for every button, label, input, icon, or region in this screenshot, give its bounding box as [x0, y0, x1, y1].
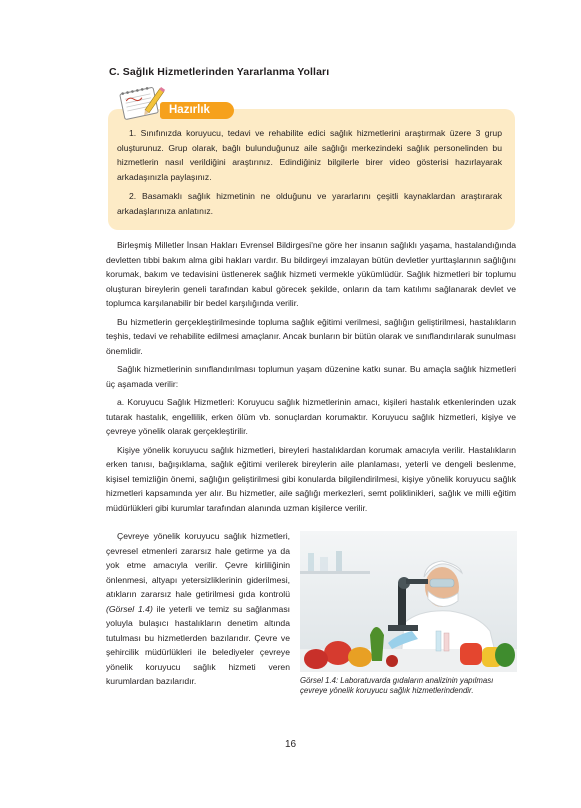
paragraph: Bu hizmetlerin gerçekleştirilmesinde topluma sağlık eğitimi verilmesi, sağlığın geliştirilmesi, hastalıkların teşhis, tedavi ve rehabilite edilmesi amaçlanır. Ancak bunların bir bütün olarak ve sınıflandırılarak sunulması önemlidir.	[106, 316, 516, 356]
hazirlik-text	[117, 126, 502, 224]
lab-scientist-illustration	[300, 531, 517, 672]
page-number: 16	[284, 739, 297, 750]
hazirlik-item-1: 1. Sınıfınızda koruyucu, tedavi ve rehabilite edici sağlık hizmetlerini araştırmak üzere 3 grup oluşturunuz. Grup olarak, bağlı bulunduğunuz aile sağlığı merkezindeki sağlık personelinden bu hizmetlerin nasıl verildiğini araştırınız. Edindiğiniz bilgilerle birer video gösterisi hazırlayarak arkadaşınızla paylaşınız.	[117, 128, 502, 182]
hazirlik-item-2: 2. Basamaklı sağlık hizmetinin ne olduğunu ve yararlarını çeşitli kaynaklardan araştırarak arkadaşlarınıza anlatınız.	[117, 191, 502, 216]
paragraph: Sağlık hizmetlerinin sınıflandırılması toplumun yaşam düzenine katkı sunar. Bu amaçla sağlık hizmetleri üç aşamada verilir:	[106, 364, 516, 389]
paragraph: Birleşmiş Milletler İnsan Hakları Evrensel Bildirgesi'ne göre her insanın sağlıklı yaşama, hastalandığında devletten tıbbi bakım alma gibi hakları vardır. Bu bildirgeyi imzalayan bütün devletler yurttaşlarının sağlığını korumak, bakım ve tedavisini üstlenerek sağlık hizmeti vermekle yükümlüdür. Sağlık hizmetleri bir toplumu oluşturan bireylerin geneli tarafından kabul görecek şekilde, onların da tam katılımı sağlanarak devlet ve toplumca karşılanabilir bir bedel karşılığında verilir.	[106, 240, 516, 308]
main-text	[106, 238, 516, 519]
column-text	[106, 529, 290, 689]
paragraph: Kişiye yönelik koruyucu sağlık hizmetleri, bireyleri hastalıklardan korumak amacıyla verilir. Hastalıkların erken tanısı, bağışıklama, sağlık eğitimi verilerek bireylerin aile planlaması, yeterli ve dengeli beslenme, kişisel temizliğin önemi, sağlığın geliştirilmesi gibi konularda bilgilendirilmesi, kişiye yönelik koruyucu sağlık hizmetleri kapsamında yer alır. Bu hizmetler, aile sağlığı merkezleri, semt poliklinikleri, sağlık ve milli eğitim müdürlükleri gibi kurumlar tarafından alanında uzman kişilerce verilir.	[106, 444, 516, 513]
figure-caption: Görsel 1.4: Laboratuvarda gıdaların analizinin yapılması çevreye yönelik koruyucu sağlık hizmetlerindendir.	[300, 676, 494, 695]
hazirlik-badge: Hazırlık	[160, 102, 234, 119]
figure-reference: (Görsel 1.4)	[106, 603, 153, 614]
paragraph-text: ile yeterli ve temiz su sağlanması yoluyla bulaşıcı hastalıkların denetim altında tutulması bu hizmetlerden bazılarıdır. Çevre ve şehircilik müdürlükleri ile belediyeler çevreye yönelik koruyucu sağlık hizmeti veren kurumlardan bazılarıdır.	[106, 603, 290, 686]
paragraph: a. Koruyucu Sağlık Hizmetleri: Koruyucu sağlık hizmetlerinin amacı, kişileri hastalık etkenlerinden uzak tutarak hastalık, engellilik, erken ölüm vb. sonuçlardan korumaktır. Koruyucu sağlık hizmetleri, kişiye ve çevreye yönelik olarak gerçekleştirilir.	[106, 397, 516, 436]
lab-photo	[300, 531, 517, 672]
section-title: C. Sağlık Hizmetlerinden Yararlanma Yolları	[109, 66, 330, 78]
paragraph	[106, 529, 290, 689]
paragraph-text: Çevreye yönelik koruyucu sağlık hizmetleri, çevresel etmenleri zararsız hale getirme ya da yok etme amacıyla verilir. Çevre kirliliğinin önlenmesi, altyapı yetersizliklerinin giderilmesi, atıkların zararsız hale getirilmesi gıda kontrolü	[106, 531, 290, 599]
